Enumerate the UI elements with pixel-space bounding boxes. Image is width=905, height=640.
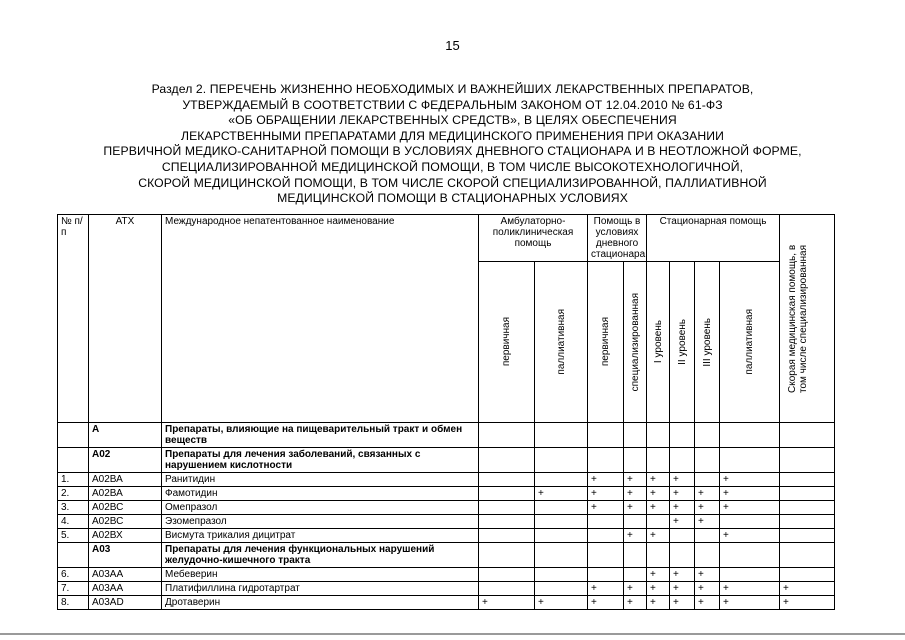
availability-mark [479,543,535,568]
availability-mark [624,423,647,448]
col-header-name: Международное непатентованное наименование [162,215,479,423]
availability-mark [535,543,588,568]
row-number [58,543,89,568]
availability-mark: + [695,568,720,582]
drug-name: Омепразол [162,501,479,515]
group-row [58,543,835,568]
availability-mark [695,529,720,543]
col-header-inpatient: Стационарная помощь [647,215,780,262]
row-number: 6. [58,568,89,582]
heading-line: МЕДИЦИНСКОЙ ПОМОЩИ В СТАЦИОНАРНЫХ УСЛОВИЯХ [277,191,628,206]
availability-mark [624,568,647,582]
subheader-text: I уровень [652,320,664,364]
page-number: 15 [445,38,460,53]
table-row [58,473,835,487]
header-row [58,215,835,262]
availability-mark: + [624,487,647,501]
availability-mark: + [695,487,720,501]
subheader-text: паллиативная [744,309,756,375]
availability-mark: + [720,529,780,543]
availability-mark: + [647,501,670,515]
row-number [58,423,89,448]
row-number: 7. [58,582,89,596]
row-number: 5. [58,529,89,543]
subheader-text: первичная [600,317,612,367]
availability-mark [624,448,647,473]
availability-mark [535,529,588,543]
availability-mark: + [720,487,780,501]
availability-mark: + [647,529,670,543]
col-header-day-hospital: Помощь в условиях дневного стационара [588,215,647,262]
subheader-text: первичная [501,317,512,367]
availability-mark: + [479,596,535,610]
availability-mark [588,568,624,582]
availability-mark [588,448,624,473]
availability-mark [535,501,588,515]
availability-mark: + [588,596,624,610]
availability-mark: + [670,501,695,515]
availability-mark [720,568,780,582]
subheader-text: паллиативная [555,309,567,375]
availability-mark [780,448,835,473]
availability-mark [647,515,670,529]
atc-code: А03 [89,543,162,568]
availability-mark [670,543,695,568]
availability-mark: + [720,582,780,596]
availability-mark: + [624,596,647,610]
availability-mark: + [624,582,647,596]
drug-name: Дротаверин [162,596,479,610]
availability-mark [479,487,535,501]
availability-mark [647,448,670,473]
atc-code: А02ВА [89,487,162,501]
availability-mark [588,529,624,543]
subheader-level2 [670,262,695,423]
heading-line: Раздел 2. ПЕРЕЧЕНЬ ЖИЗНЕННО НЕОБХОДИМЫХ И ВАЖНЕЙШИХ ЛЕКАРСТВЕННЫХ ПРЕПАРАТОВ, [151,82,754,96]
availability-mark: + [647,568,670,582]
atc-code: А [89,423,162,448]
table-row [58,596,835,610]
availability-mark: + [720,501,780,515]
row-number: 8. [58,596,89,610]
availability-mark [535,473,588,487]
heading-line: ПЕРВИЧНОЙ МЕДИКО-САНИТАРНОЙ ПОМОЩИ В УСЛОВИЯХ ДНЕВНОГО СТАЦИОНАРА И В НЕОТЛОЖНОЙ ФОРМЕ, [103,144,802,159]
subheader-amb-primary [479,262,535,423]
atc-code: А02ВС [89,501,162,515]
availability-mark [720,423,780,448]
availability-mark: + [624,529,647,543]
availability-mark: + [624,501,647,515]
availability-mark: + [670,487,695,501]
availability-mark: + [695,582,720,596]
availability-mark [479,448,535,473]
drug-name: Фамотидин [162,487,479,501]
availability-mark: + [720,596,780,610]
availability-mark [535,423,588,448]
availability-mark [720,448,780,473]
heading-line: УТВЕРЖДАЕМЫЙ В СООТВЕТСТВИИ С ФЕДЕРАЛЬНЫМ ЗАКОНОМ ОТ 12.04.2010 № 61-ФЗ [182,97,723,112]
availability-mark: + [588,501,624,515]
row-number: 1. [58,473,89,487]
heading-line: СКОРОЙ МЕДИЦИНСКОЙ ПОМОЩИ, В ТОМ ЧИСЛЕ СКОРОЙ СПЕЦИАЛИЗИРОВАННОЙ, ПАЛЛИАТИВНОЙ [138,175,767,190]
atc-code: А03АА [89,582,162,596]
availability-mark [535,515,588,529]
availability-mark [479,473,535,487]
drug-name: Препараты для лечения заболеваний, связанных с нарушением кислотности [162,448,479,473]
availability-mark: + [670,568,695,582]
availability-mark [780,487,835,501]
availability-mark [670,448,695,473]
availability-mark [780,515,835,529]
availability-mark [695,448,720,473]
drug-name: Препараты для лечения функциональных нарушений желудочно-кишечного тракта [162,543,479,568]
availability-mark: + [780,582,835,596]
row-number: 3. [58,501,89,515]
col-header-emergency-text: Скорая медицинская помощь, в том числе специализированная [787,244,810,393]
availability-mark [780,568,835,582]
availability-mark [624,543,647,568]
availability-mark [647,543,670,568]
availability-mark [780,473,835,487]
table-body [58,423,835,610]
availability-mark: + [588,582,624,596]
table-row [58,582,835,596]
availability-mark: + [588,487,624,501]
availability-mark [780,501,835,515]
atc-code: А02ВС [89,515,162,529]
availability-mark [780,543,835,568]
subheader-day-specialized [624,262,647,423]
drug-name: Платифиллина гидротартрат [162,582,479,596]
subheader-level1 [647,262,670,423]
row-number: 4. [58,515,89,529]
availability-mark: + [720,473,780,487]
subheader-text: специализированная [629,292,641,392]
availability-mark [720,515,780,529]
availability-mark [479,501,535,515]
availability-mark: + [624,473,647,487]
availability-mark [535,448,588,473]
subheader-level3 [695,262,720,423]
table-row [58,529,835,543]
scan-artifact [0,633,905,635]
subheader-text: II уровень [676,319,688,365]
availability-mark [588,543,624,568]
availability-mark: + [670,582,695,596]
row-number [58,448,89,473]
availability-mark: + [670,515,695,529]
group-row [58,423,835,448]
availability-mark: + [670,473,695,487]
atc-code: А03АА [89,568,162,582]
availability-mark: + [535,487,588,501]
availability-mark [479,515,535,529]
availability-mark: + [647,487,670,501]
availability-mark: + [695,515,720,529]
availability-mark [588,423,624,448]
drug-name: Эзомепразол [162,515,479,529]
availability-mark [588,515,624,529]
subheader-amb-palliative [535,262,588,423]
availability-mark [780,529,835,543]
subheader-text: III уровень [701,317,713,367]
availability-mark: + [588,473,624,487]
availability-mark: + [670,596,695,610]
availability-mark: + [780,596,835,610]
heading-line: «ОБ ОБРАЩЕНИИ ЛЕКАРСТВЕННЫХ СРЕДСТВ», В ЦЕЛЯХ ОБЕСПЕЧЕНИЯ [228,113,677,128]
atc-code: А02 [89,448,162,473]
drug-name: Препараты, влияющие на пищеварительный тракт и обмен веществ [162,423,479,448]
row-number: 2. [58,487,89,501]
medications-table [57,214,835,610]
subheader-inp-palliative [720,262,780,423]
table-row [58,568,835,582]
col-header-ambulatory: Амбулаторно-поликлиническая помощь [479,215,588,262]
availability-mark [624,515,647,529]
availability-mark: + [647,582,670,596]
table-row [58,501,835,515]
col-header-emergency [780,215,835,423]
availability-mark [670,529,695,543]
heading-line: ЛЕКАРСТВЕННЫМИ ПРЕПАРАТАМИ ДЛЯ МЕДИЦИНСКОГО ПРИМЕНЕНИЯ ПРИ ОКАЗАНИИ [180,128,725,143]
availability-mark [670,423,695,448]
availability-mark: + [535,596,588,610]
drug-name: Мебеверин [162,568,479,582]
section-heading [60,82,845,207]
subheader-day-primary [588,262,624,423]
col-header-num: № п/п [58,215,89,423]
availability-mark [695,423,720,448]
availability-mark [695,473,720,487]
drug-name: Ранитидин [162,473,479,487]
availability-mark: + [647,473,670,487]
atc-code: А03АD [89,596,162,610]
availability-mark [695,543,720,568]
availability-mark [535,582,588,596]
availability-mark: + [695,501,720,515]
availability-mark: + [695,596,720,610]
drug-name: Висмута трикалия дицитрат [162,529,479,543]
availability-mark: + [647,596,670,610]
availability-mark [535,568,588,582]
availability-mark [479,423,535,448]
availability-mark [479,568,535,582]
table-row [58,515,835,529]
heading-line: СПЕЦИАЛИЗИРОВАННОЙ МЕДИЦИНСКОЙ ПОМОЩИ, В ТОМ ЧИСЛЕ ВЫСОКОТЕХНОЛОГИЧНОЙ, [161,159,744,174]
availability-mark [479,529,535,543]
availability-mark [479,582,535,596]
group-row [58,448,835,473]
atc-code: А02ВА [89,473,162,487]
availability-mark [647,423,670,448]
col-header-atc: АТХ [89,215,162,423]
atc-code: А02ВХ [89,529,162,543]
table-row [58,487,835,501]
availability-mark [720,543,780,568]
availability-mark [780,423,835,448]
